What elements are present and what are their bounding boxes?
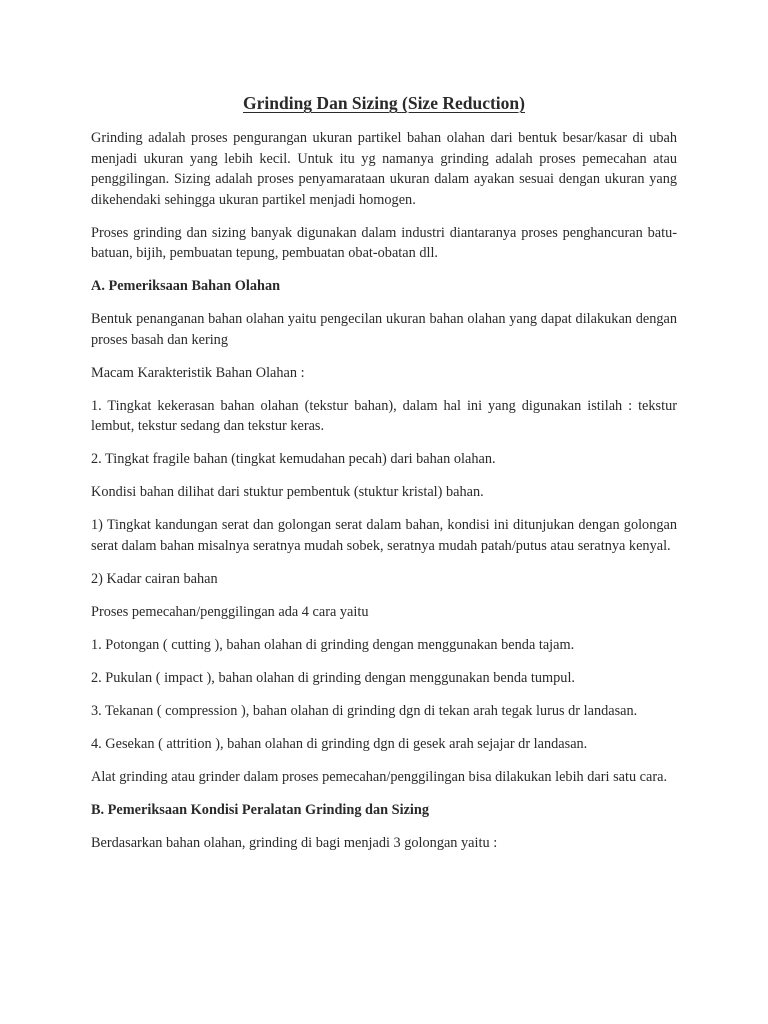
section-a-paragraph: 3. Tekanan ( compression ), bahan olahan di grinding dgn di tekan arah tegak lurus dr landasan.: [91, 702, 638, 719]
section-a-paragraph: 4. Gesekan ( attrition ), bahan olahan di grinding dgn di gesek arah sejajar dr landasan.: [91, 735, 588, 752]
section-a-paragraph: Kondisi bahan dilihat dari stuktur pembentuk (stuktur kristal) bahan.: [91, 484, 484, 500]
document-title: Grinding Dan Sizing (Size Reduction): [243, 93, 525, 113]
section-b-paragraph: Berdasarkan bahan olahan, grinding di bagi menjadi 3 golongan yaitu :: [91, 834, 498, 851]
section-a-paragraph: 2) Kadar cairan bahan: [91, 570, 218, 587]
section-a-paragraph: 1. Potongan ( cutting ), bahan olahan di grinding dengan menggunakan benda tajam.: [91, 636, 575, 653]
section-a-paragraph: Macam Karakteristik Bahan Olahan :: [91, 364, 305, 381]
section-a-paragraph: Bentuk penanganan bahan olahan yaitu pengecilan ukuran bahan olahan yang dapat dilakukan dengan proses basah dan kering: [91, 311, 677, 348]
document-page: [91, 92, 677, 866]
section-a-paragraph: 1. Tingkat kekerasan bahan olahan (tekstur bahan), dalam hal ini yang digunakan istilah : tekstur lembut, tekstur sedang dan tekstur keras.: [91, 397, 677, 434]
section-a-paragraph: 1) Tingkat kandungan serat dan golongan serat dalam bahan, kondisi ini ditunjukan dengan golongan serat dalam bahan misalnya seratnya mudah sobek, seratnya mudah patah/putus atau seratnya kenyal.: [91, 517, 677, 554]
section-a-paragraph: Alat grinding atau grinder dalam proses pemecahan/penggilingan bisa dilakukan lebih dari satu cara.: [91, 768, 668, 785]
section-a-paragraph: 2. Pukulan ( impact ), bahan olahan di grinding dengan menggunakan benda tumpul.: [91, 669, 575, 686]
section-a-paragraph: 2. Tingkat fragile bahan (tingkat kemudahan pecah) dari bahan olahan.: [91, 451, 496, 467]
section-b-heading: B. Pemeriksaan Kondisi Peralatan Grinding dan Sizing: [91, 801, 430, 818]
section-a-heading: A. Pemeriksaan Bahan Olahan: [91, 278, 281, 294]
section-a-paragraph: Proses pemecahan/penggilingan ada 4 cara yaitu: [91, 603, 369, 620]
intro-paragraph-2: Proses grinding dan sizing banyak digunakan dalam industri diantaranya proses penghancuran batu-batuan, bijih, pembuatan tepung, pembuatan obat-obatan dll.: [91, 224, 677, 261]
intro-paragraph-1: Grinding adalah proses pengurangan ukuran partikel bahan olahan dari bentuk besar/kasar di ubah menjadi ukuran yang lebih kecil. Untuk itu yg namanya grinding adalah proses pemecahan atau penggilingan. Sizing adalah proses penyamarataan ukuran dalam ayakan sesuai dengan ukuran yang dikehendaki sehingga ukuran partikel menjadi homogen.: [91, 130, 677, 208]
